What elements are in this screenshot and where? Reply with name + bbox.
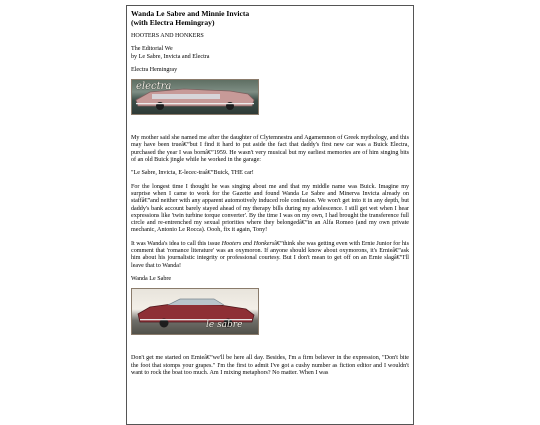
electra-car-image [131, 79, 259, 115]
lesabre-car-image [131, 288, 259, 335]
lesabre-image-label: le sabre [206, 320, 243, 331]
section-heading: HOOTERS AND HONKERS [131, 33, 204, 39]
paragraph-2: "Le Sabre, Invicta, E-lecec-traâ€”Buick, THE car! [131, 170, 254, 177]
electra-image-label: electra [136, 81, 172, 93]
paragraph-4: It was Wanda's idea to call this issue Hooters and Honkersâ€”think she was getting even with Ernie Junior for his comment that 'romance literature' was an oxymoron. If anyone should know about oxymorons, it's Ernieâ€”ask him about his journalistic integrity or professional courtesy. But I don't mean to get off on an Ernie slagâ€”I'll leave that to Wanda! [131, 240, 409, 269]
article-title: Wanda Le Sabre and Minnie Invicta (with Electra Hemingray) [131, 9, 250, 27]
paragraph-3: For the longest time I thought he was singing about me and that my middle name was Buick. Imagine my surprise when I came to work for the Gazette and found Wanda Le Sabre and Minerva Invicta already on staffâ€”and neither with any apparent automotively induced role confusion. We won't get into it in any depth, but daddy's bank account barely stayed ahead of my therapy bills during my adolescence. I still get wet when I hear expressions like 'twin turbine torque converter'. By the time I was on my own, I had brought the transference full circle and re-entrenched my sexual priorities where they belongedâ€”in an Alfa Romeo (and my own private mechanic, Antonio Le Rocca). Oooh, fix it again, Tony! [131, 183, 409, 234]
paragraph-1: My mother said she named me after the daughter of Clytemnestra and Agamemnon of Greek mythology, and this may have been trueâ€”but I find it hard to put aside the fact that daddy's first new car was a Buick Electra, purchased the year I was bornâ€”1959. He wasn't very musical but my earliest memories are of him singing bits of an old Buick jingle while he worked in the garage: [131, 135, 409, 164]
editorial-we: The Editorial We [131, 46, 173, 53]
wanda-heading: Wanda Le Sabre [131, 275, 172, 282]
paragraph-5: Don't get me started on Ernieâ€”we'll be here all day. Besides, I'm a firm believer in the expression, "Don't bite the foot that stomps your grapes." I'm the first to admit I've got a cushy number as fiction editor and I wouldn't want to rock the boat too much. Am I mixing metaphors? No matter. When I was [131, 355, 409, 376]
article-page [126, 5, 414, 425]
electra-heading: Electra Hemingray [131, 66, 178, 73]
byline: by Le Sabre, Invicta and Electra [131, 53, 210, 60]
